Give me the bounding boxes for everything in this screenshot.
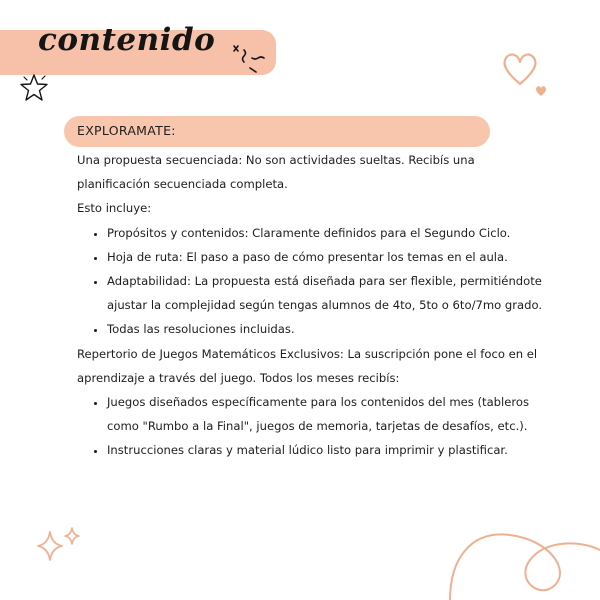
list-item: • Juegos diseñados específicamente para los contenidos del mes (tableros como "Rumbo a la Final", juegos de memoria, tarjetas de desafíos, etc.). bbox=[107, 390, 547, 438]
list-item: • Todas las resoluciones incluidas. bbox=[107, 317, 547, 341]
list-item: • Adaptabilidad: La propuesta está diseñada para ser flexible, permitiéndote ajustar la complejidad según tengas alumnos de 4to, 5to o 6to/7mo grado. bbox=[107, 269, 547, 317]
list-item: • Instrucciones claras y material lúdico listo para imprimir y plastificar. bbox=[107, 438, 547, 462]
includes-heading: Esto incluye: bbox=[77, 201, 152, 216]
list-item: • Hoja de ruta: El paso a paso de cómo presentar los temas en el aula. bbox=[107, 245, 547, 269]
list-item: • Propósitos y contenidos: Claramente definidos para el Segundo Ciclo. bbox=[107, 221, 547, 245]
includes-list bbox=[77, 221, 547, 342]
star-outline-icon bbox=[18, 72, 52, 104]
content-body bbox=[77, 148, 547, 463]
small-heart-icon bbox=[534, 84, 548, 98]
twinkle-stars-icon bbox=[36, 524, 86, 564]
sparkle-lines-icon bbox=[226, 40, 270, 80]
section-label: EXPLORAMATE: bbox=[77, 123, 176, 138]
games-list bbox=[77, 390, 547, 463]
page-title: contenido bbox=[38, 22, 216, 58]
curved-line-decoration bbox=[420, 490, 600, 600]
games-paragraph: Repertorio de Juegos Matemáticos Exclusivos: La suscripción pone el foco en el aprendizaje a través del juego. Todos los meses recibís: bbox=[77, 346, 538, 385]
intro-paragraph: Una propuesta secuenciada: No son actividades sueltas. Recibís una planificación secuenciada completa. bbox=[77, 153, 475, 192]
